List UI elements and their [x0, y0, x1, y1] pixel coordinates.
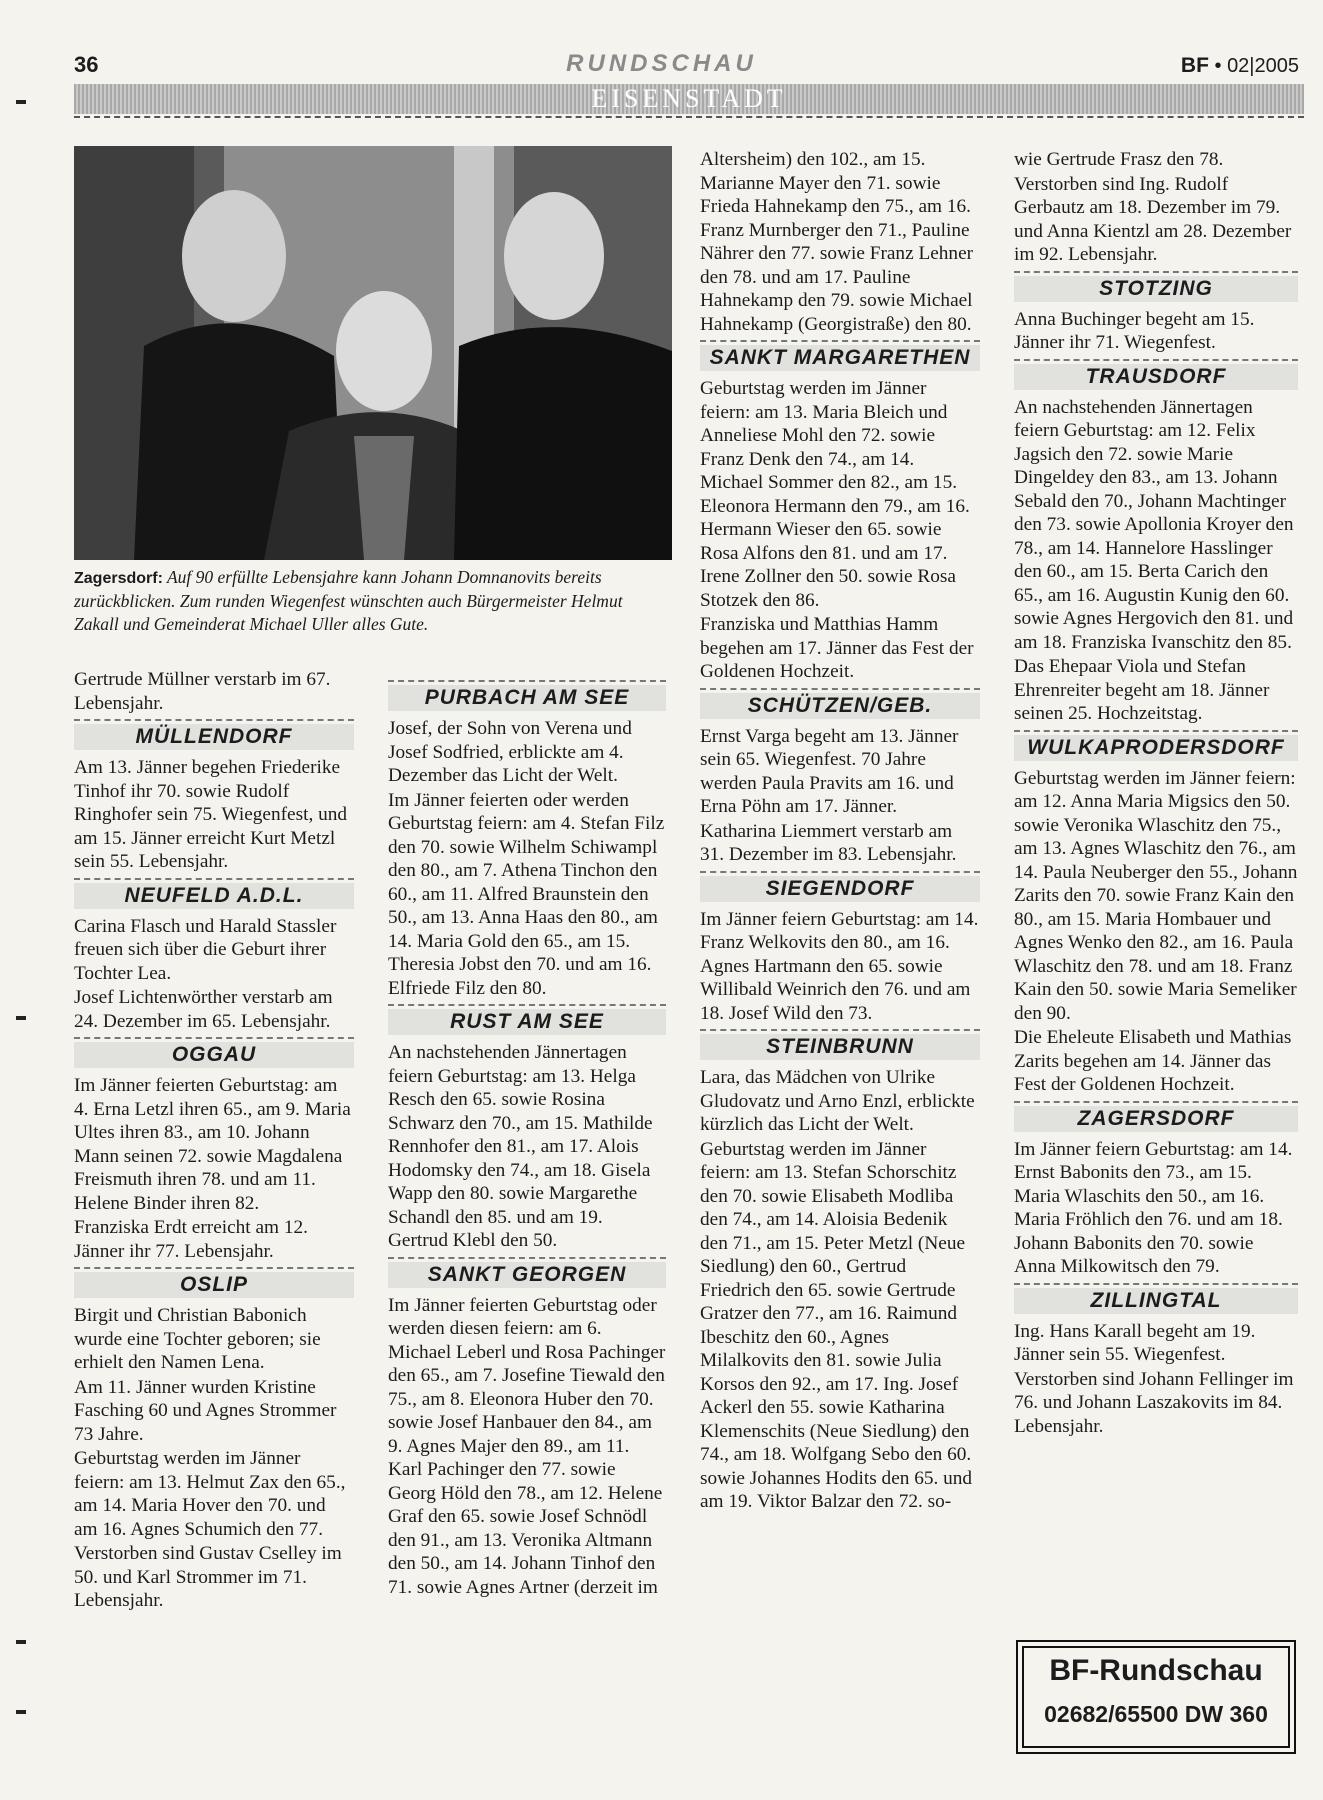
section-heading-text: SANKT GEORGEN — [388, 1262, 666, 1288]
article-paragraph: Birgit und Christian Babonich wurde eine Tochter geboren; sie erhielt den Namen Lena. — [74, 1305, 321, 1373]
section-heading-text: ZAGERSDORF — [1014, 1106, 1298, 1132]
article-paragraph: Verstorben sind Gustav Cselley im 50. und Karl Strommer im 71. Lebensjahr. — [74, 1543, 342, 1611]
article-paragraph: Im Jänner feierten oder werden Geburtstag feiern: am 4. Stefan Filz den 70. sowie Wilhelm Schiwampl den 80., am 7. Athena Tinchon den 60., am 11. Alfred Braunstein den 50., am 13. Anna Haas den 80., am 14. Maria Gold den 65., am 15. Theresia Jobst den 70. und am 16. Elfriede Filz den 80. — [388, 789, 665, 999]
article-paragraph: Carina Flasch und Harald Stassler freuen sich über die Geburt ihrer Tochter Lea. — [74, 915, 337, 984]
issue-info — [1181, 54, 1299, 78]
section-heading — [74, 1267, 354, 1298]
section-heading-text: SIEGENDORF — [700, 876, 980, 902]
section-heading — [1014, 1101, 1298, 1132]
article-paragraph: Franziska Erdt erreicht am 12. Jänner ihr 77. Lebensjahr. — [74, 1217, 308, 1262]
column-2 — [388, 676, 666, 1600]
article-paragraph: Anna Buchinger begeht am 15. Jänner ihr 71. Wiegenfest. — [1014, 308, 1255, 353]
article-paragraph: Lara, das Mädchen von Ulrike Gludovatz und Arno Enzl, erblickte kürzlich das Licht der Welt. — [700, 1067, 975, 1135]
section-heading-text: STEINBRUNN — [700, 1034, 980, 1060]
article-paragraph: Josef Lichtenwörther verstarb am 24. Dezember im 65. Lebensjahr. — [74, 987, 333, 1032]
section-heading — [700, 1029, 980, 1060]
caption-text: Auf 90 erfüllte Lebensjahre kann Johann Domnanovits bereits zurückblicken. Zum runden Wiegenfest wünschten auch Bürgermeister Helmut Zakall und Gemeinderat Michael Uller alles Gute. — [74, 567, 623, 634]
article-paragraph: Franziska und Matthias Hamm begehen am 17. Jänner das Fest der Goldenen Hochzeit. — [700, 614, 974, 682]
section-heading — [1014, 730, 1298, 761]
scan-edge-mark — [16, 1640, 26, 1644]
section-heading — [74, 1037, 354, 1068]
section-heading-text: STOTZING — [1014, 276, 1298, 302]
article-paragraph: An nachstehenden Jännertagen feiern Geburtstag: am 12. Felix Jagsich den 72. sowie Marie Dingeldey den 83., am 13. Johann Sebald den 70., Johann Machtinger den 73. sowie Apollonia Kroyer den 78., am 14. Hannelore Hasslinger den 60., am 15. Berta Carich den 65., am 16. Augustin Kunig den 60. sowie Agnes Hergovich den 81. und am 18. Franziska Ivanschitz den 85. — [1014, 396, 1294, 653]
ad-phone: 02682/65500 DW 360 — [1044, 1701, 1268, 1727]
article-paragraph: Im Jänner feierten Geburtstag: am 4. Erna Letzl ihren 65., am 9. Maria Ultes ihren 83., am 10. Johann Mann seinen 72. sowie Magdalena Freismuth ihren 78. und am 11. Helene Binder ihren 82. — [74, 1075, 351, 1214]
section-heading-text: MÜLLENDORF — [74, 724, 354, 750]
contact-ad-box — [1016, 1640, 1296, 1754]
section-heading-text: OSLIP — [74, 1272, 354, 1298]
issue-brand: BF — [1180, 54, 1209, 77]
issue-date: 02|2005 — [1227, 55, 1299, 77]
article-paragraph: Ernst Varga begeht am 13. Jänner sein 65. Wiegenfest. 70 Jahre werden Paula Pravits am 16. und Erna Pöhn am 17. Jänner. — [700, 725, 959, 817]
article-paragraph: Am 11. Jänner wurden Kristine Fasching 60 und Agnes Strommer 73 Jahre. — [74, 1376, 337, 1445]
column-4 — [1014, 148, 1298, 1439]
section-heading-text: TRAUSDORF — [1014, 364, 1298, 390]
section-heading — [388, 1004, 666, 1035]
section-heading-text: ZILLINGTAL — [1014, 1288, 1298, 1314]
section-heading — [1014, 359, 1298, 390]
masthead: RUNDSCHAU — [566, 50, 757, 77]
contact-ad-inner — [1022, 1646, 1290, 1748]
section-heading-text: SCHÜTZEN/GEB. — [700, 693, 980, 719]
section-heading-text: SANKT MARGARETHEN — [700, 345, 980, 371]
section-heading-text: PURBACH AM SEE — [388, 685, 666, 711]
scan-edge-mark — [16, 1016, 26, 1020]
section-heading — [74, 719, 354, 750]
column-1 — [74, 668, 354, 1614]
article-paragraph: Josef, der Sohn von Verena und Josef Sodfried, erblickte am 4. Dezember das Licht der Welt. — [388, 718, 632, 786]
photo-caption — [74, 566, 670, 636]
intro-paragraph: Altersheim) den 102., am 15. Marianne Mayer den 71. sowie Frieda Hahnekamp den 75., am 16. Franz Murnberger den 71., Pauline Nährer den 77. sowie Franz Lehner den 78. und am 17. Pauline Hahnekamp den 79. sowie Michael Hahnekamp (Georgistraße) den 80. — [700, 149, 974, 335]
article-paragraph: An nachstehenden Jännertagen feiern Geburtstag: am 13. Helga Resch den 65. sowie Rosina Schwarz den 70., am 15. Mathilde Rennhofer den 81., am 17. Alois Hodomsky den 74., am 18. Gisela Wapp den 80. sowie Margarethe Schandl den 85. und am 19. Gertrud Klebl den 50. — [388, 1042, 653, 1251]
article-paragraph: Das Ehepaar Viola und Stefan Ehrenreiter begeht am 18. Jänner seinen 25. Hochzeitstag. — [1014, 656, 1270, 724]
article-paragraph: Im Jänner feiern Geburtstag: am 14. Franz Welkovits den 80., am 16. Agnes Hartmann den 65. sowie Willibald Weinrich den 76. und am 18. Josef Wild den 73. — [700, 908, 979, 1024]
article-paragraph: Geburtstag werden im Jänner feiern: am 13. Helmut Zax den 65., am 14. Maria Hover den 70. und am 16. Agnes Schumich den 77. — [74, 1448, 346, 1540]
header-rule — [74, 116, 1304, 118]
section-banner — [74, 84, 1304, 114]
scan-edge-mark — [16, 1710, 26, 1714]
section-heading — [700, 871, 980, 902]
section-heading — [388, 1257, 666, 1288]
ad-title: BF-Rundschau — [1049, 1654, 1263, 1687]
column-3 — [700, 148, 980, 1515]
scan-edge-mark — [16, 100, 26, 104]
group-photo-image — [74, 146, 672, 560]
intro-paragraph: Verstorben sind Ing. Rudolf Gerbautz am 18. Dezember im 79. und Anna Kientzl am 28. Dezember im 92. Lebensjahr. — [1014, 173, 1292, 265]
article-paragraph: Katharina Liemmert verstarb am 31. Dezember im 83. Lebensjahr. — [700, 820, 957, 865]
section-heading — [1014, 271, 1298, 302]
article-paragraph: Im Jänner feiern Geburtstag: am 14. Ernst Babonits den 73., am 15. Maria Wlaschits den 50., am 16. Maria Fröhlich den 76. und am 18. Johann Babonits den 70. sowie Anna Milkowitsch den 79. — [1014, 1138, 1293, 1277]
caption-place: Zagersdorf: — [74, 570, 163, 587]
section-heading — [1014, 1283, 1298, 1314]
intro-paragraph: wie Gertrude Frasz den 78. — [1014, 149, 1224, 170]
issue-separator: • — [1214, 55, 1222, 77]
article-paragraph: Geburtstag werden im Jänner feiern: am 13. Maria Bleich und Anneliese Mohl den 72. sowie Franz Denk den 74., am 14. Michael Sommer den 82., am 15. Eleonora Hermann den 79., am 16. Hermann Wieser den 65. sowie Rosa Alfons den 81. und am 17. Irene Zollner den 50. sowie Rosa Stotzek den 86. — [700, 378, 970, 611]
article-paragraph: Ing. Hans Karall begeht am 19. Jänner sein 55. Wiegenfest. — [1014, 1320, 1256, 1365]
article-paragraph: Am 13. Jänner begehen Friederike Tinhof ihr 70. sowie Rudolf Ringhofer sein 75. Wiegenfest, und am 15. Jänner erreicht Kurt Metzl sein 55. Lebensjahr. — [74, 757, 348, 872]
group-photo — [74, 146, 672, 560]
section-heading — [74, 878, 354, 909]
article-paragraph: Geburtstag werden im Jänner feiern: am 13. Stefan Schorschitz den 70. sowie Elisabeth Modliba den 74., am 14. Aloisia Bedenik den 71., am 15. Peter Metzl (Neue Siedlung) den 60., Gertrud Friedrich den 65. sowie Gertrude Gratzer den 77., am 16. Raimund Ibeschitz den 60., Agnes Milalkovits den 81. sowie Julia Korsos den 92., am 17. Ing. Josef Ackerl den 55. sowie Katharina Klemenschits (Neue Siedlung) den 74., am 18. Wolfgang Sebo den 60. sowie Johannes Hodits den 65. und am 19. Viktor Balzar den 72. so- — [700, 1138, 973, 1512]
article-paragraph: Im Jänner feierten Geburtstag oder werden diesen feiern: am 6. Michael Leberl und Rosa Pachinger den 65., am 7. Josefine Tiewald den 75., am 8. Eleonora Huber den 70. sowie Josef Hanbauer den 84., am 9. Agnes Majer den 89., am 11. Karl Pachinger den 77. sowie Georg Höld den 78., am 12. Helene Graf den 65. sowie Josef Schnödl den 91., am 13. Veronika Altmann den 50., am 14. Johann Tinhof den 71. sowie Agnes Artner (derzeit im — [388, 1294, 666, 1598]
article-paragraph: Verstorben sind Johann Fellinger im 76. und Johann Laszakovits im 84. Lebensjahr. — [1014, 1368, 1294, 1437]
section-heading — [700, 688, 980, 719]
intro-paragraph: Gertrude Müllner verstarb im 67. Lebensjahr. — [74, 669, 331, 714]
section-heading-text: OGGAU — [74, 1042, 354, 1068]
section-heading-text: WULKAPRODERSDORF — [1014, 735, 1298, 761]
article-paragraph: Geburtstag werden im Jänner feiern: am 12. Anna Maria Migsics den 50. sowie Veronika Wlaschitz den 75., am 13. Agnes Wlaschitz den 76., am 14. Paula Neuberger den 55., Johann Zarits den 70. sowie Franz Kain den 80., am 15. Maria Hombauer und Agnes Wenko den 82., am 16. Paula Wlaschitz den 78. und am 18. Franz Kain den 50. sowie Maria Semeliker den 90. — [1014, 767, 1298, 1024]
section-heading — [700, 340, 980, 371]
section-heading-text: NEUFELD A.D.L. — [74, 883, 354, 909]
page-number: 36 — [74, 52, 99, 77]
section-heading-text: RUST AM SEE — [388, 1009, 666, 1035]
section-title: EISENSTADT — [591, 84, 787, 113]
article-paragraph: Die Eheleute Elisabeth und Mathias Zarits begehen am 14. Jänner das Fest der Goldenen Hochzeit. — [1014, 1027, 1292, 1095]
section-heading — [388, 680, 666, 711]
